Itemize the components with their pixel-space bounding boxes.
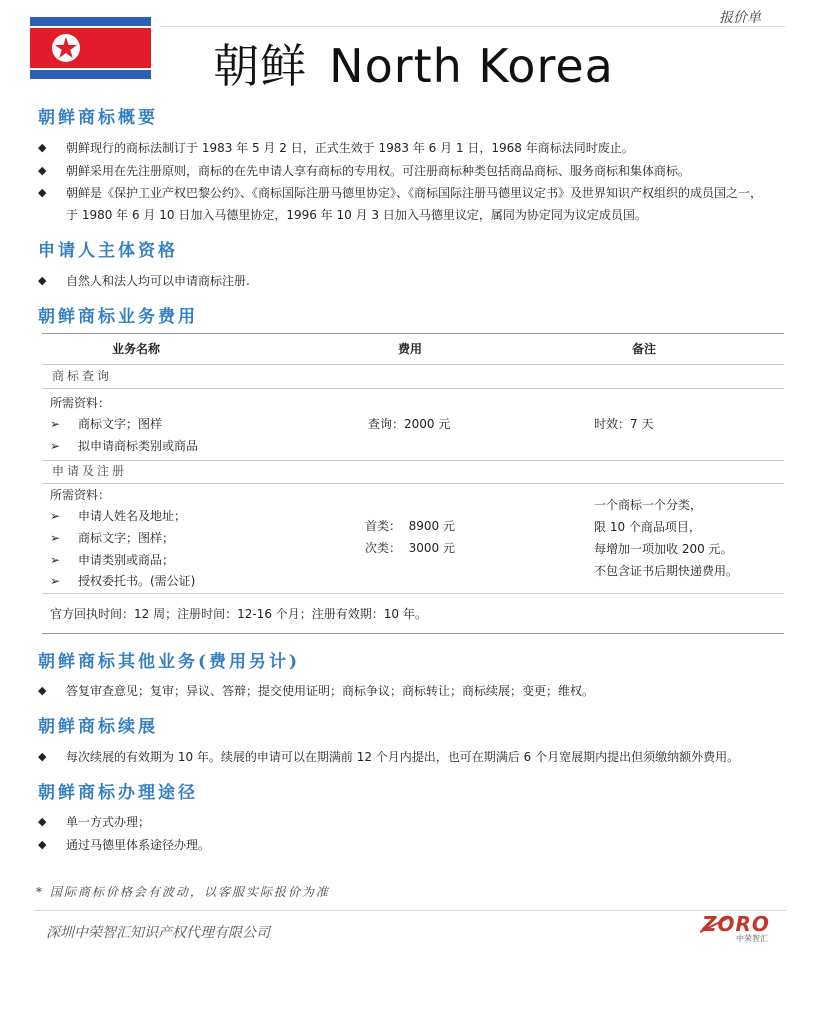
header-divider	[160, 26, 785, 27]
arrow-bullet-icon: ➢	[50, 417, 61, 431]
table-row: ➢ 授权委托书。(需公证)	[50, 570, 195, 592]
bullet-diamond-icon: ◆	[38, 274, 47, 287]
section-heading-renewal: 朝鲜商标续展	[38, 717, 158, 737]
bullet-diamond-icon: ◆	[38, 164, 47, 177]
registration-note: 每增加一项加收 200 元。	[594, 542, 733, 556]
column-header-fee: 费用	[398, 342, 423, 356]
list-item: ◆ 朝鲜现行的商标法制订于 1983 年 5 月 2 日，正式生效于 1983 年 6 月 1 日，1968 年商标法同时废止。	[38, 137, 778, 159]
arrow-bullet-icon: ➢	[50, 531, 61, 545]
section-heading-other-services: 朝鲜商标其他业务(费用另计)	[38, 652, 301, 672]
section-heading-routes: 朝鲜商标办理途径	[38, 783, 198, 803]
table-row: ➢ 商标文字；图样；	[50, 527, 174, 549]
registration-fee-additional-class: 次类： 3000 元	[365, 541, 455, 555]
price-disclaimer: * 国际商标价格会有波动，以客服实际报价为准	[36, 885, 330, 899]
table-bottom-border	[42, 633, 784, 634]
document-type-label: 报价单	[719, 10, 761, 26]
page-title-english: North Korea	[329, 39, 614, 93]
company-name: 深圳中荣智汇知识产权代理有限公司	[46, 925, 270, 941]
bullet-diamond-icon: ◆	[38, 141, 47, 154]
list-item: ◆ 通过马德里体系途径办理。	[38, 834, 778, 856]
search-note: 时效：7 天	[594, 417, 654, 431]
page-title	[0, 30, 827, 96]
bullet-diamond-icon: ◆	[38, 750, 47, 763]
bullet-diamond-icon: ◆	[38, 186, 47, 199]
search-fee: 查询：2000 元	[368, 417, 451, 431]
logo-wordmark: ZORO	[702, 912, 770, 936]
fee-table	[42, 333, 784, 635]
section-heading-eligibility: 申请人主体资格	[38, 241, 178, 261]
table-row: ➢ 申请人姓名及地址；	[50, 505, 186, 527]
list-item-continuation: 于 1980 年 6 月 10 日加入马德里协定，1996 年 10 月 3 日加入马德里议定，属同为协定同为议定成员国。	[66, 208, 647, 222]
list-item: ◆ 答复审查意见；复审；异议、答辩；提交使用证明；商标争议；商标转让；商标续展；变更；维权。	[38, 680, 778, 702]
section-heading-fees: 朝鲜商标业务费用	[38, 307, 198, 327]
list-item: ◆ 朝鲜采用在先注册原则，商标的在先申请人享有商标的专用权。可注册商标种类包括商品商标、服务商标和集体商标。	[38, 160, 778, 182]
list-item: ◆ 朝鲜是《保护工业产权巴黎公约》、《商标国际注册马德里协定》、《商标国际注册马德里议定书》及世界知识产权组织的成员国之一，	[38, 182, 778, 204]
registration-note: 不包含证书后期快递费用。	[594, 564, 739, 578]
column-header-note: 备注	[632, 342, 657, 356]
table-row: ➢ 商标文字；图样	[50, 413, 162, 435]
table-row: ➢ 拟申请商标类别或商品	[50, 435, 198, 457]
list-item: ◆ 单一方式办理；	[38, 811, 778, 833]
list-item: ◆ 自然人和法人均可以申请商标注册.	[38, 270, 778, 292]
table-top-border	[42, 333, 784, 334]
registration-note: 一个商标一个分类，	[594, 498, 703, 512]
materials-label: 所需资料：	[50, 488, 111, 502]
fee-summary: 官方回执时间：12 周；注册时间：12-16 个月；注册有效期：10 年。	[50, 607, 427, 621]
zoro-logo-icon	[698, 912, 782, 946]
arrow-bullet-icon: ➢	[50, 553, 61, 567]
bullet-diamond-icon: ◆	[38, 684, 47, 697]
table-row: ➢ 申请类别或商品；	[50, 549, 174, 571]
arrow-bullet-icon: ➢	[50, 439, 61, 453]
footer-divider	[34, 910, 786, 911]
table-subhead-search: 商标查询	[52, 369, 113, 383]
registration-fee-first-class: 首类： 8900 元	[365, 519, 455, 533]
registration-note: 限 10 个商品项目，	[594, 520, 701, 534]
materials-label: 所需资料：	[50, 396, 111, 410]
list-item: ◆ 每次续展的有效期为 10 年。续展的申请可以在期满前 12 个月内提出，也可在期满后 6 个月宽展期内提出但须缴纳额外费用。	[38, 746, 778, 768]
arrow-bullet-icon: ➢	[50, 574, 61, 588]
logo-subtitle: 中荣智汇	[736, 934, 768, 943]
page-title-chinese: 朝鲜	[213, 39, 308, 93]
section-heading-overview: 朝鲜商标概要	[38, 108, 158, 128]
column-header-service: 业务名称	[112, 342, 161, 356]
bullet-diamond-icon: ◆	[38, 838, 47, 851]
arrow-bullet-icon: ➢	[50, 509, 61, 523]
bullet-diamond-icon: ◆	[38, 815, 47, 828]
table-subhead-registration: 申请及注册	[52, 464, 128, 478]
